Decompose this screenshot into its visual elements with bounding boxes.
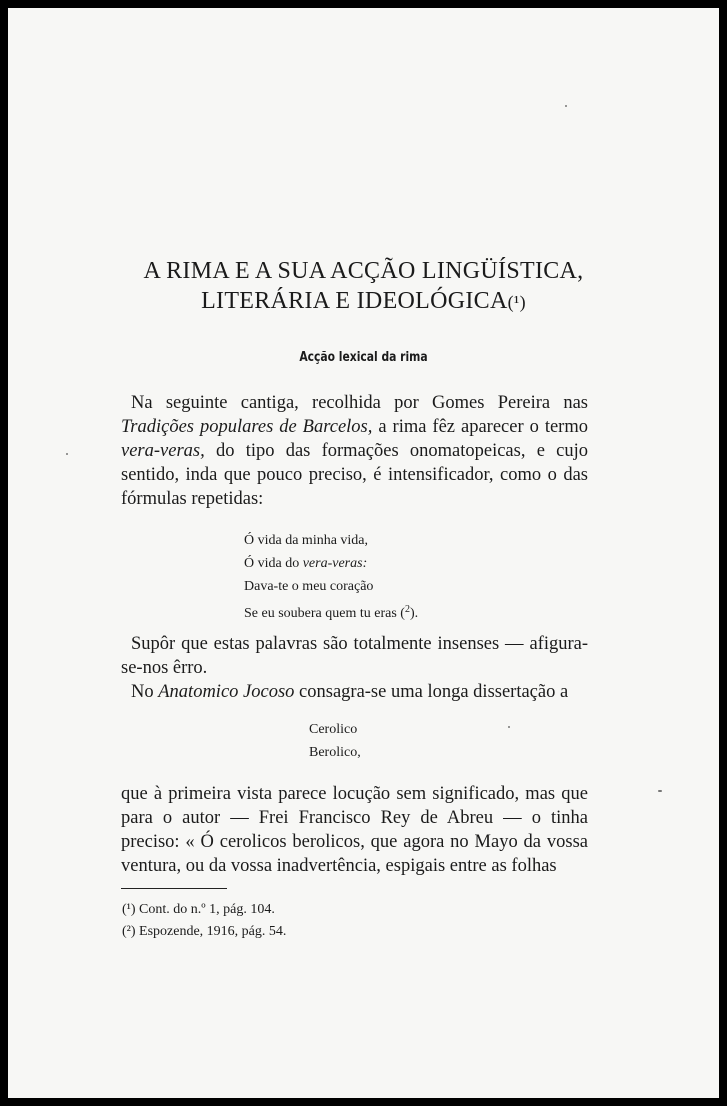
paragraph-3-text-b: consagra-se uma longa dissertação a xyxy=(294,682,569,702)
paragraph-1-text-b: a rima fêz aparecer o termo xyxy=(372,417,588,437)
book-title-anatomico: Anatomico Jocoso xyxy=(158,682,295,702)
title-footnote-ref: (¹) xyxy=(507,292,526,312)
section-subtitle: Acção lexical da rima xyxy=(299,350,428,365)
footnote-2 xyxy=(122,921,522,943)
verse-1-line-4-a: Se eu soubera quem tu eras ( xyxy=(244,606,405,621)
footnote-divider xyxy=(121,888,227,889)
verse-block-1 xyxy=(244,529,594,625)
verse-2-line-2: Berolico, xyxy=(309,745,361,760)
verse-1-line-2 xyxy=(244,552,594,575)
verse-1-line-4 xyxy=(244,598,594,625)
chapter-title xyxy=(8,256,719,317)
paragraph-1-text-c: do tipo das formações onomatopeicas, e cujo sentido, inda que pouco preciso, é intensificador, como o das fórmulas repetidas: xyxy=(121,441,588,509)
title-line-1: A RIMA E A SUA ACÇÃO LINGÜÍSTICA, xyxy=(143,258,584,284)
verse-1-line-2-a: Ó vida do xyxy=(244,556,303,571)
footnote-1 xyxy=(122,899,522,921)
footnote-2-mark: (²) xyxy=(122,924,136,939)
footnote-1-text: Cont. do n.º 1, pág. 104. xyxy=(135,902,275,917)
paragraph-4: que à primeira vista parece locução sem significado, mas que para o autor — Frei Francisco Rey de Abreu — o tinha preciso: « Ó cerolicos berolicos, que agora no Mayo da vossa ventura, ou da vossa inadvertência, espigais entre as folhas xyxy=(121,784,588,876)
verse-1-line-1: Ó vida da minha vida, xyxy=(244,533,369,548)
book-page xyxy=(8,8,719,1098)
footnotes xyxy=(122,899,522,943)
paragraph-2: Supôr que estas palavras são totalmente insenses — afigura-se-nos êrro. xyxy=(121,634,588,678)
speck xyxy=(658,790,662,792)
verse-1-line-4-c: ). xyxy=(409,606,419,621)
paragraph-3 xyxy=(121,680,588,704)
paragraph-1-text-a: Na seguinte cantiga, recolhida por Gomes Pereira nas xyxy=(131,393,588,413)
term-vera-veras: vera-veras, xyxy=(121,441,205,461)
footnote-1-mark: (¹) xyxy=(122,902,136,917)
verse-block-2 xyxy=(309,718,509,764)
footnote-2-text: Espozende, 1916, pág. 54. xyxy=(135,924,287,939)
verse-1-line-2-b: vera-veras: xyxy=(302,556,368,571)
verse-2-line-1: Cerolico xyxy=(309,722,358,737)
title-line-2: LITERÁRIA E IDEOLÓGICA xyxy=(201,288,508,314)
speck xyxy=(508,726,510,728)
speck xyxy=(66,453,68,455)
book-title-tradicoes: Tradições populares de Barcelos, xyxy=(121,417,373,437)
verse-1-line-3: Dava-te o meu coração xyxy=(244,579,374,594)
paragraph-1 xyxy=(121,391,588,511)
paragraph-3-text-a: No xyxy=(131,682,159,702)
footnote-ref-2: 2 xyxy=(404,604,410,615)
speck xyxy=(565,105,567,107)
